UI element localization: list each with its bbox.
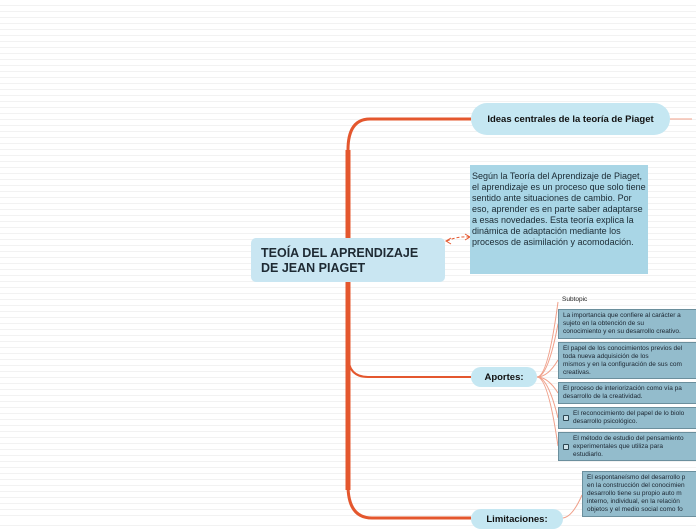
topic-ideas-label: Ideas centrales de la teoría de Piaget	[487, 113, 654, 125]
checkbox-icon[interactable]	[563, 444, 569, 450]
subtopic-label[interactable]: Subtopic	[562, 296, 588, 303]
central-topic-title: TEOÍA DEL APRENDIZAJE DE JEAN PIAGET	[261, 246, 419, 275]
description-text: Según la Teoría del Aprendizaje de Piaget, el aprendizaje es un proceso que solo tiene sentido ante situaciones de cambio. Por eso, aprender es en parte saber adaptarse a esas novedades. Esta teoría explica la dinámica de adaptación mediante los procesos de asimilación y acomodación.	[472, 171, 646, 247]
description-box[interactable]	[470, 165, 648, 274]
aporte-card-5[interactable]	[558, 432, 696, 461]
topic-limitaciones[interactable]	[471, 509, 563, 529]
aporte-card-4[interactable]	[558, 407, 696, 429]
aporte-text: El reconocimiento del papel de lo biolo desarrollo psicológico.	[573, 410, 685, 425]
aporte-text: La importancia que confiere al carácter a sujeto en la obtención de su conocimiento y en su desarrollo creativo.	[563, 312, 681, 335]
aporte-card-3[interactable]	[558, 382, 696, 404]
topic-aportes-label: Aportes:	[484, 371, 524, 383]
aporte-card-1[interactable]	[558, 309, 696, 339]
limitacion-card-1[interactable]	[582, 471, 696, 517]
checkbox-icon[interactable]	[563, 415, 569, 421]
aporte-text: El método de estudio del pensamiento experimentales que utiliza para estudiarlo.	[573, 435, 684, 458]
central-topic[interactable]	[251, 238, 445, 282]
aporte-text: El proceso de interiorización como vía pa desarrollo de la creatividad.	[563, 385, 682, 400]
topic-aportes[interactable]	[471, 367, 537, 387]
topic-ideas-centrales[interactable]	[471, 103, 670, 135]
aporte-text: El papel de los conocimientos previos del toda nueva adquisición de los mismos y en la configuración de sus com creativas.	[563, 345, 683, 376]
topic-limitaciones-label: Limitaciones:	[486, 514, 548, 525]
limitacion-text: El espontaneísmo del desarrollo p en la construcción del conocimien desarrollo tiene su propio auto m interno, individual, en la relación objetos y el medio social como fo	[587, 474, 686, 513]
aporte-card-2[interactable]	[558, 342, 696, 379]
